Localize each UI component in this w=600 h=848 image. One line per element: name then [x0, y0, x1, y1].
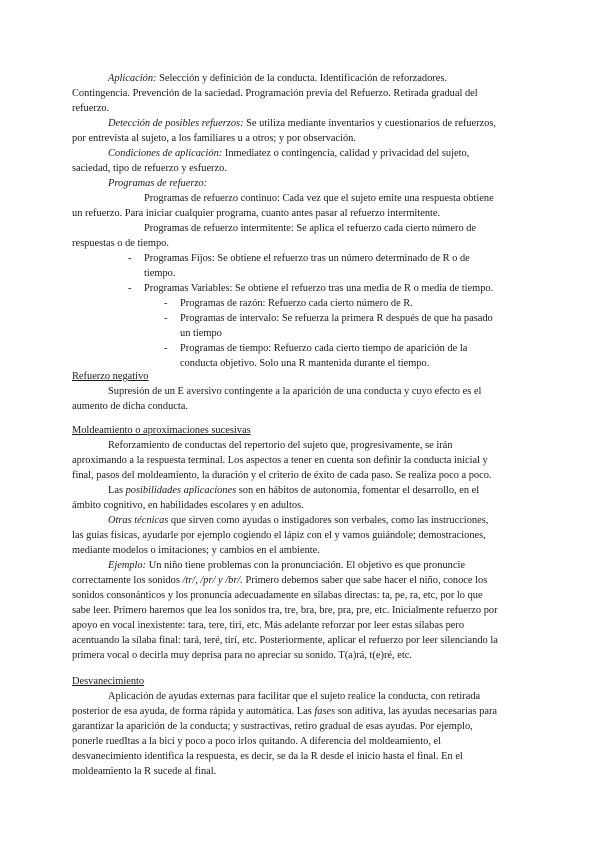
programas-intermitente-line-2: respuestas o de tiempo. [72, 238, 169, 249]
moldeamiento-p4-line-6: acentuando la sílaba final: tará, teré, tirí, etc. Posteriormente, aplicar el refuerzo por leer silenciando la [72, 635, 498, 646]
text-run: Las [108, 485, 126, 496]
programas-intervalo-line-1: Programas de intervalo: Se refuerza la primera R después de que ha pasado [180, 313, 493, 324]
programas-intermitente-line-1: Programas de refuerzo intermitente: Se aplica el refuerzo cada cierto número de [144, 223, 477, 234]
programas-continuo-line-2: un refuerzo. Para iniciar cualquier programa, cuanto antes pasar al refuerzo intermitente. [72, 208, 441, 219]
desvanecimiento-line-4: ponerle ruedItas a la bici y poco a poco irlos quitando. A diferencia del moldeamiento, el [72, 736, 442, 747]
moldeamiento-p3-line-2: las guías físicas, ayudarle por ejemplo cogiendo el lápiz con el y vamos guiándole; demostraciones, [72, 530, 486, 541]
aplicacion-line-3: refuerzo. [72, 103, 110, 114]
text-run: correctamente los sonidos [72, 575, 183, 586]
condiciones-line-1 [108, 146, 469, 161]
bullet-dash: - [164, 313, 168, 324]
moldeamiento-p4-line-4: sabe leer. Primero haremos que lea los sonidos tra, tre, bra, bre, pra, pre, etc. Inicialmente refuerzo por [72, 605, 498, 616]
moldeamiento-p1-line-1: Reforzamiento de conductas del repertorio del sujeto que, progresivamente, se irán [108, 440, 453, 451]
text-run: posterior de esa ayuda, de forma rápida y automática. Las [72, 706, 315, 717]
aplicacion-line-2: Contingencia. Prevención de la saciedad. Programación previa del Refuerzo. Retirada gradual del [72, 88, 478, 99]
text-run: son en hábitos de autonomía, fomentar el desarrollo, en el [236, 485, 480, 496]
desvanecimiento-heading: Desvanecimiento [72, 676, 145, 687]
moldeamiento-heading: Moldeamiento o aproximaciones sucesivas [72, 425, 251, 436]
programas-fijos-line-1: Programas Fijos: Se obtiene el refuerzo tras un número determinado de R o de [144, 253, 470, 264]
programas-label: Programas de refuerzo: [108, 178, 208, 189]
moldeamiento-p4-line-5: apoyo en vocal inexistente: tara, tere, tiri, etc. Más adelante reforzar por leer estas sílabas pero [72, 620, 465, 631]
ejemplo-label: Ejemplo: [108, 560, 147, 571]
deteccion-line-1 [108, 116, 496, 131]
programas-fijos-line-2: tiempo. [144, 268, 176, 279]
moldeamiento-p3-line-1 [108, 513, 488, 528]
programas-variables-line-1: Programas Variables: Se obtiene el refuerzo tras una media de R o media de tiempo. [144, 283, 494, 294]
desvanecimiento-line-6: moldeamiento la R sucede al final. [72, 766, 217, 777]
aplicacion-text: Selección y definición de la conducta. Identificación de reforzadores. [156, 73, 448, 84]
text-run: Un niño tiene problemas con la pronunciación. El objetivo es que pronuncie [146, 560, 465, 571]
moldeamiento-p1-line-2: aproximando a la respuesta terminal. Los aspectos a tener en cuenta son definir la conducta inicial y [72, 455, 488, 466]
otras-tecnicas-label: Otras técnicas [108, 515, 169, 526]
programas-continuo-line-1: Programas de refuerzo continuo: Cada vez que el sujeto emite una respuesta obtiene [144, 193, 494, 204]
programas-tiempo-line-1: Programas de tiempo: Refuerzo cada cierto tiempo de aparición de la [180, 343, 468, 354]
moldeamiento-p1-line-3: final, pasos del moldeamiento, la duración y el criterio de éxito de cada paso. Se realiza poco a poco. [72, 470, 492, 481]
negativo-heading: Refuerzo negativo [72, 371, 149, 382]
deteccion-text: Se utiliza mediante inventarios y cuestionarios de refuerzos, [243, 118, 496, 129]
desvanecimiento-line-1: Aplicación de ayudas externas para facilitar que el sujeto realice la conducta, con retirada [108, 691, 481, 702]
moldeamiento-p4-line-2 [72, 573, 487, 588]
moldeamiento-p4-line-7: primera vocal o decirla muy deprisa para no apreciar su sonido. T(a)rá, t(e)ré, etc. [72, 650, 412, 661]
deteccion-label: Detección de posibles refuerzos: [108, 118, 244, 129]
programas-intervalo-line-2: un tiempo [180, 328, 222, 339]
condiciones-text: Inmediatez o contingencia, calidad y privacidad del sujeto, [222, 148, 470, 159]
bullet-dash: - [164, 343, 168, 354]
negativo-line-2: aumento de dicha conducta. [72, 401, 188, 412]
condiciones-line-2: saciedad, tipo de refuerzo y esfuerzo. [72, 163, 227, 174]
aplicacion-label: Aplicación: [108, 73, 157, 84]
desvanecimiento-line-5: desvanecimiento identifica la respuesta, es decir, se da la R desde el inicio hasta el final. En el [72, 751, 463, 762]
programas-tiempo-line-2: conducta objetivo. Solo una R mantenida durante el tiempo. [180, 358, 430, 369]
sonidos-text: /tr/, /pr/ y /br/. [182, 575, 243, 586]
text-run: son aditiva, las ayudas necesarias para [335, 706, 498, 717]
desvanecimiento-line-3: garantizar la aparición de la conducta; y sustractivas, retiro gradual de esas ayudas. Por ejemplo, [72, 721, 473, 732]
bullet-dash: - [128, 253, 132, 264]
bullet-dash: - [128, 283, 132, 294]
bullet-dash: - [164, 298, 168, 309]
moldeamiento-p2-line-2: ámbito cognitivo, en habilidades escolares y en adultos. [72, 500, 304, 511]
desvanecimiento-line-2 [72, 704, 497, 719]
aplicacion-line-1 [108, 71, 447, 86]
text-run: que sirven como ayudas o instigadores son verbales, como las instrucciones, [168, 515, 489, 526]
condiciones-label: Condiciones de aplicación: [108, 148, 223, 159]
moldeamiento-p2-line-1 [108, 483, 479, 498]
fases-text: fases [314, 706, 336, 717]
deteccion-line-2: por entrevista al sujeto, a los familiares u a otros; y por observación. [72, 133, 356, 144]
moldeamiento-p4-line-1 [108, 558, 465, 573]
moldeamiento-p4-line-3: sonidos consonánticos y los pronuncia adecuadamente en sílabas directas: ta, pe, ra, etc, por lo que [72, 590, 483, 601]
text-run: Primero debemos saber que sabe hacer el niño, conoce los [242, 575, 488, 586]
posibilidades-label: posibilidades aplicaciones [125, 485, 237, 496]
moldeamiento-p3-line-3: mediante modelos o imitaciones; y cambios en el ambiente. [72, 545, 320, 556]
programas-razon: Programas de razón: Refuerzo cada cierto número de R. [180, 298, 413, 309]
negativo-line-1: Supresión de un E aversivo contingente a la aparición de una conducta y cuyo efecto es el [108, 386, 482, 397]
